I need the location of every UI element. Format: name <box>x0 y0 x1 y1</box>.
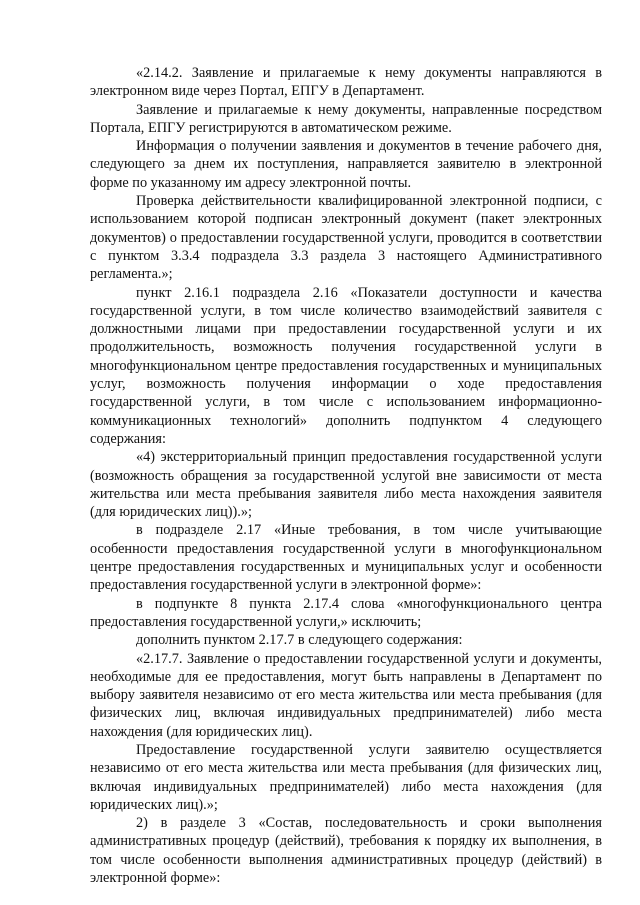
paragraph-receipt-notification: Информация о получении заявления и документов в течение рабочего дня, следующего за днем их поступления, направляется заявителю в электронной форме по указанному им адресу электронной почты. <box>90 138 602 191</box>
paragraph-signature-check: Проверка действительности квалифицированной электронной подписи, с использованием которой подписан электронный документ (пакет электронных документов) о предоставлении государственной услуги, проводится в соответствии с пунктом 3.3.4 подраздела 3.3 раздела 3 настоящего Административного регламента.»; <box>90 193 602 283</box>
paragraph-2-16-1: пункт 2.16.1 подраздела 2.16 «Показатели доступности и качества государственной услуги, в том числе количество взаимодействий заявителя с должностными лицами при предоставлении государственной услуги и их продолжительность, возможность получения государственной услуги в многофункциональном центре предоставления государственных и муниципальных услуг, возможность получения информации о ходе предоставления государственной услуги, в том числе с использованием информационно-коммуникационных технологий» дополнить подпунктом 4 следующего содержания: <box>90 284 602 447</box>
paragraph-2-17-7: «2.17.7. Заявление о предоставлении государственной услуги и документы, необходимые для ее предоставления, могут быть направлены в Департамент по выбору заявителя независимо от его места жительства или места пребывания (для физических лиц, включая индивидуальных предпринимателей) либо места нахождения (для юридических лиц). <box>90 650 602 740</box>
paragraph-2-17-4: в подпункте 8 пункта 2.17.4 слова «многофункционального центра предоставления государственной услуги,» исключить; <box>90 595 602 630</box>
paragraph-add-2-17-7: дополнить пунктом 2.17.7 в следующего содержания: <box>136 632 463 649</box>
paragraph-portal-registration: Заявление и прилагаемые к нему документы, направленные посредством Портала, ЕПГУ регистрируются в автоматическом режиме. <box>90 101 602 136</box>
document-body <box>90 64 602 887</box>
paragraph-2-14-2: «2.14.2. Заявление и прилагаемые к нему документы направляются в электронном виде через Портал, ЕПГУ в Департамент. <box>90 65 602 100</box>
paragraph-subpoint-4: «4) экстерриториальный принцип предоставления государственной услуги (возможность обращения за государственной услугой вне зависимости от места жительства или места пребывания заявителя либо места нахождения заявителя (для юридических лиц)).»; <box>90 449 602 521</box>
paragraph-2-17: в подразделе 2.17 «Иные требования, в том числе учитывающие особенности предоставления государственной услуги в многофункциональном центре предоставления государственных и муниципальных услуг и особенности предоставления государственной услуги в электронной форме»: <box>90 522 602 594</box>
paragraph-extraterritorial: Предоставление государственной услуги заявителю осуществляется независимо от его места жительства или места пребывания (для физических лиц, включая индивидуальных предпринимателей) либо места нахождения (для юридических лиц).»; <box>90 741 602 813</box>
paragraph-section-3: 2) в разделе 3 «Состав, последовательность и сроки выполнения административных процедур (действий), требования к порядку их выполнения, в том числе особенности выполнения административных процедур (действий) в электронной форме»: <box>90 815 602 887</box>
